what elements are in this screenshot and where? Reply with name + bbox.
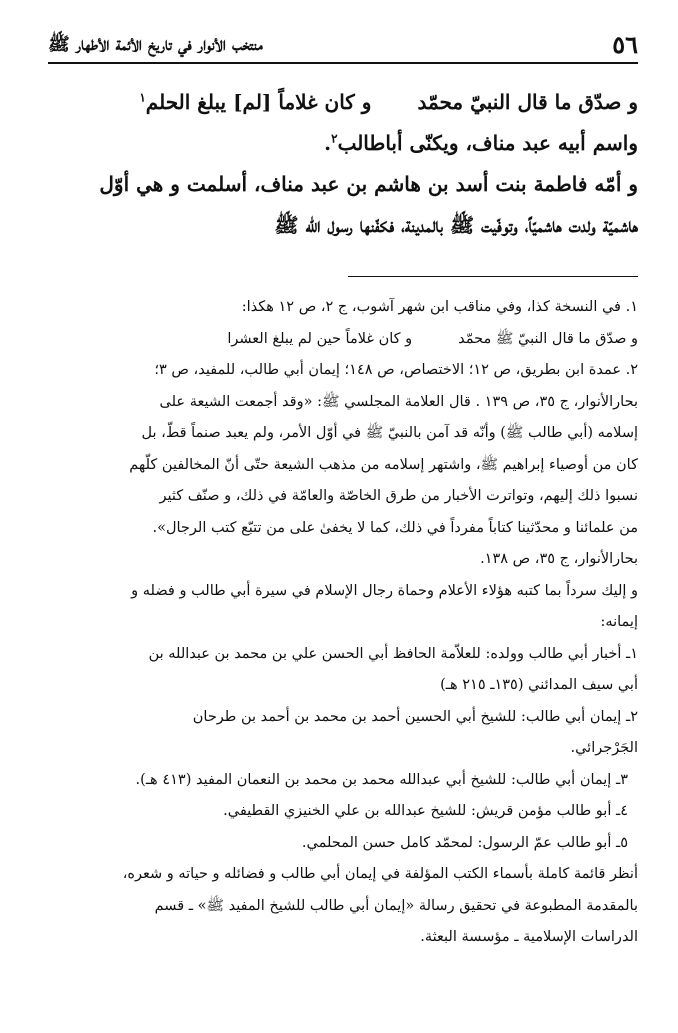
footnote-separator xyxy=(348,276,638,277)
book-list-item: ٣ـ إيمان أبي طالب: للشيخ أبي عبدالله محمد بن محمد بن النعمان المفيد (٤١٣ هـ). xyxy=(135,771,628,788)
footnote-2-line: ٢. عمدة ابن بطريق، ص ١٢؛ الاختصاص، ص ١٤٨؛ إيمان أبي طالب، للمفيد، ص ٣؛ xyxy=(154,362,638,378)
main-line-1 xyxy=(48,82,638,123)
main-line-4: هاشميّة ولدت هاشميّاً، وتوفّيت ﷺ بالمدينة، فكفّنها رسول الله ﷺ xyxy=(274,213,638,237)
verse-hemistich-1: و صدّق ما قال النبيّ محمّد xyxy=(417,90,638,114)
main-line-3: و أمّه فاطمة بنت أسد بن هاشم بن عبد مناف، أسلمت و هي أوّل xyxy=(99,172,638,196)
page-header xyxy=(48,30,638,64)
main-line-2: واسم أبيه عبد مناف، ويكنّى أباطالب$^٢$. xyxy=(324,131,638,155)
footnote-2-line: بحارالأنوار، ج ٣٥، ص ١٣٨. xyxy=(480,551,638,567)
footnote-2-line: و إليك سرداً بما كتبه هؤلاء الأعلام وحماة رجال الإسلام في سيرة أبي طالب و فضله و xyxy=(131,582,638,599)
footnote-2-line: بحارالأنوار، ج ٣٥، ص ١٣٩ . قال العلامة المجلسي ﷺ: «وقد أجمعت الشيعة على xyxy=(159,393,638,410)
book-list-item: ٥ـ أبو طالب عمّ الرسول: لمحمّد كامل حسن المحلمي. xyxy=(301,834,628,851)
page-number: ٥٦ xyxy=(612,30,638,59)
footnote-2-line: إسلامه (أبي طالب ﷺ) وأنّه قد آمن بالنبيّ ﷺ في أوّل الأمر، ولم يعبد صنماً قطّ، بل xyxy=(141,425,638,441)
closing-note-line: الدراسات الإسلامية ـ مؤسسة البعثة. xyxy=(420,929,638,945)
footnote-2-line: نسبوا ذلك إليهم، وتواترت الأخبار من طرق الخاصّة والعامّة في ذلك، و صنّف كثير xyxy=(159,488,638,504)
footnote-marker-1: ١ xyxy=(139,90,146,105)
header-rule xyxy=(48,62,638,64)
main-text xyxy=(48,82,638,246)
verse-hemistich-2: و كان غلاماً [لم] يبلغ الحلم xyxy=(145,90,372,114)
book-list-item-cont: الجَرْجرائي. xyxy=(570,740,638,756)
footnote-2-line: من علمائنا و محدّثينا كتاباً مفرداً في ذلك، كما لا يخفىٰ على من تتبّع كتب الرجال». xyxy=(152,519,638,536)
footnote-marker-2: ٢ xyxy=(331,131,338,146)
book-list-item-cont: أبي سيف المدائني (١٣٥ـ ٢١٥ هـ) xyxy=(440,677,638,693)
closing-note-line: أنظر قائمة كاملة بأسماء الكتب المؤلفة في إيمان أبي طالب و فضائله و حياته و شعره، xyxy=(122,866,638,882)
footnote-1-verse: و صدّق ما قال النبيّ ﷺ محمّدو كان غلاماً حين لم يبلغ العشرا xyxy=(227,330,638,347)
book-list-item: ٢ـ إيمان أبي طالب: للشيخ أبي الحسين أحمد بن محمد بن أحمد بن طرحان xyxy=(192,708,638,725)
footnotes xyxy=(46,292,638,954)
footnote-1-line: ١. في النسخة كذا، وفي مناقب ابن شهر آشوب، ج ٢، ص ١٢ هكذا: xyxy=(241,299,638,315)
footnote-2-line: كان من أوصياء إبراهيم ﷺ، واشتهر إسلامه من مذهب الشيعة حتّى أنّ المخالفين كلّهم xyxy=(129,456,638,473)
running-title: منتخب الأنوار في تاريخ الأئمة الأطهار ﷺ xyxy=(48,34,263,55)
book-list-item: ٤ـ أبو طالب مؤمن قريش: للشيخ عبدالله بن علي الخنيزي القطيفي. xyxy=(223,803,628,819)
book-list-item: ١ـ أخبار أبي طالب وولده: للعلاّمة الحافظ أبي الحسن علي بن محمد بن عبدالله بن xyxy=(148,645,638,662)
footnote-2-line: إيمانه: xyxy=(600,614,638,630)
closing-note-line: بالمقدمة المطبوعة في تحقيق رسالة «إيمان أبي طالب للشيخ المفيد ﷺ» ـ قسم xyxy=(154,897,638,914)
